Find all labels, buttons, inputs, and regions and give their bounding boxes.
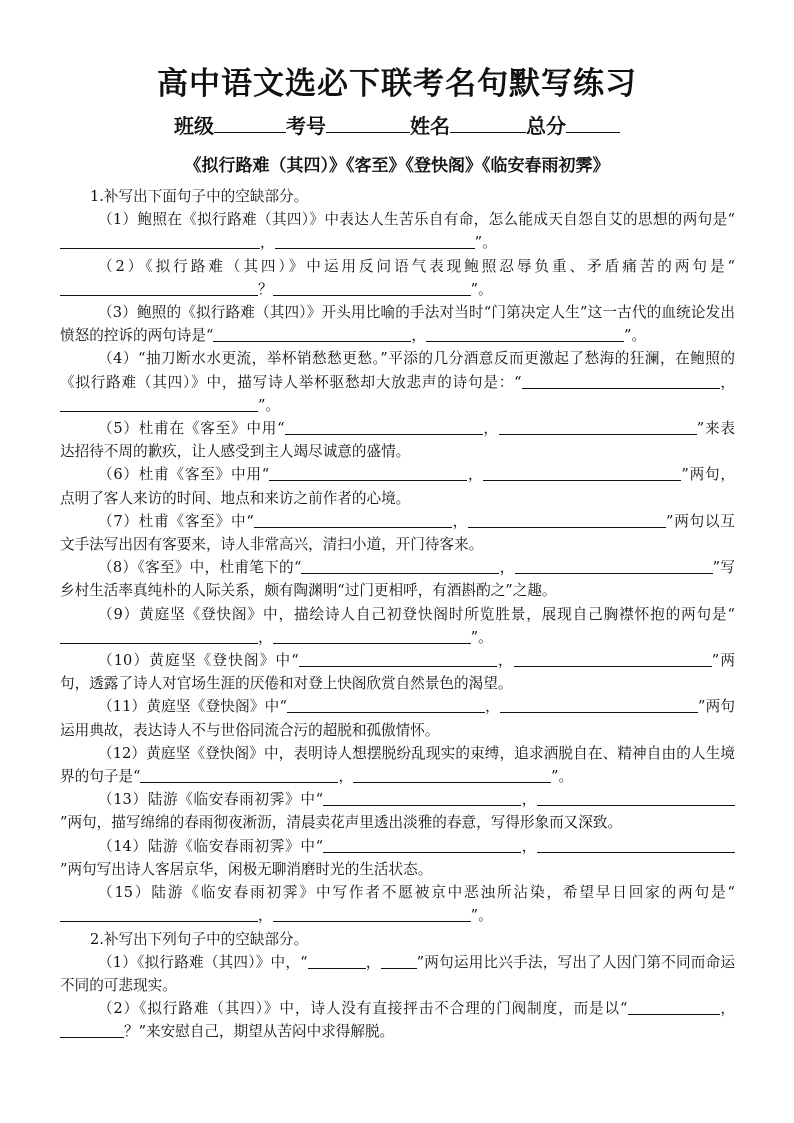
answer-blank[interactable] (381, 953, 417, 969)
answer-blank[interactable] (299, 651, 497, 667)
answer-blank[interactable] (273, 906, 471, 922)
answer-blank[interactable] (273, 628, 471, 644)
question-1-3: （3）鲍照的《拟行路难（其四）》开头用比喻的手法对当时“门第决定人生”这一古代的血统论发出愤怒的控诉的两句诗是“ ， ”。 (60, 304, 735, 345)
section-1-heading: 1.补写出下面句子中的空缺部分。 (90, 188, 309, 205)
answer-blank[interactable] (60, 628, 258, 644)
answer-blank[interactable] (522, 373, 720, 389)
answer-blank[interactable] (60, 280, 258, 296)
question-1-9: （9）黄庭坚《登快阁》中，描绘诗人自己初登快阁时所览胜景，展现自己胸襟怀抱的两句是“， ”。 (60, 603, 735, 649)
answer-blank[interactable] (323, 790, 521, 806)
question-1-14: （14）陆游《临安春雨初霁》中“ ，”两句写出诗人客居京华，闲极无聊消磨时光的生活状态。 (60, 835, 735, 881)
answer-blank[interactable] (500, 697, 698, 713)
score-blank[interactable] (566, 114, 620, 133)
score-label: 总分 (526, 114, 566, 138)
poem-titles: 《拟行路难（其四）》《客至》《登快阁》《临安春雨初霁》 (184, 156, 610, 176)
answer-blank[interactable] (273, 280, 471, 296)
question-1-4: （4）“抽刀断水水更流，举杯销愁愁更愁。”平添的几分酒意反而更激起了愁海的狂澜，在鲍照的《拟行路难（其四）》中，描写诗人举杯驱愁却大放悲声的诗句是：“ ，”。 (60, 350, 735, 414)
answer-blank[interactable] (514, 651, 712, 667)
answer-blank[interactable] (60, 396, 258, 412)
question-1-5: （5）杜甫在《客至》中用“ ， ”来表达招待不周的歉疚，让人感受到主人竭尽诚意的盛情。 (60, 420, 735, 461)
answer-blank[interactable] (468, 512, 666, 528)
answer-blank[interactable] (287, 697, 485, 713)
question-1-13: （13）陆游《临安春雨初霁》中“ ，”两句，描写绵绵的春雨彻夜淅沥，清晨卖花声里透出淡雅的春意，写得形象而又深致。 (60, 788, 735, 834)
answer-blank[interactable] (353, 767, 551, 783)
question-1-1: （1）鲍照在《拟行路难（其四）》中表达人生苦乐自有命，怎么能成天自怨自艾的思想的两句是“， ”。 (60, 208, 735, 254)
answer-blank[interactable] (140, 767, 338, 783)
question-1-11: （11）黄庭坚《登快阁》中“ ， ”两句运用典故，表达诗人不与世俗同流合污的超脱和孤傲情怀。 (60, 698, 735, 739)
answer-blank[interactable] (628, 999, 720, 1015)
question-1-10: （10）黄庭坚《登快阁》中“ ， ”两句，透露了诗人对官场生涯的厌倦和对登上快阁欣赏自然景色的渴望。 (60, 652, 735, 693)
student-info-row (0, 110, 794, 139)
class-blank[interactable] (214, 114, 286, 133)
name-blank[interactable] (450, 114, 526, 133)
question-1-6: （6）杜甫《客至》中用“ ， ”两句，点明了客人来访的时间、地点和来访之前作者的心境。 (60, 466, 735, 507)
exam-no-label: 考号 (286, 114, 326, 138)
answer-blank[interactable] (308, 953, 366, 969)
name-label: 姓名 (410, 114, 450, 138)
answer-blank[interactable] (60, 1022, 124, 1038)
answer-blank[interactable] (60, 906, 258, 922)
answer-blank[interactable] (285, 419, 483, 435)
class-label: 班级 (174, 114, 214, 138)
answer-blank[interactable] (60, 233, 260, 249)
question-1-8: （8）《客至》中，杜甫笔下的“ ， ”写乡村生活率真纯朴的人际关系，颇有陶渊明“过门更相呼，有酒斟酌之”之趣。 (60, 559, 735, 600)
question-2-2: （2）《拟行路难（其四）》中，诗人没有直接抨击不合理的门阀制度，而是以“ ，？”来安慰自己，期望从苦闷中求得解脱。 (60, 997, 735, 1043)
answer-blank[interactable] (275, 233, 475, 249)
answer-blank[interactable] (483, 465, 681, 481)
answer-blank[interactable] (213, 326, 411, 342)
exam-no-blank[interactable] (326, 114, 410, 133)
question-1-7: （7）杜甫《客至》中“ ， ”两句以互文手法写出因有客要来，诗人非常高兴，清扫小道，开门待客来。 (60, 512, 735, 554)
question-2-1: （1）《拟行路难（其四）》中，“ ， ”两句运用比兴手法，写出了人因门第不同而命运不同的可悲现实。 (60, 953, 735, 994)
answer-blank[interactable] (323, 837, 521, 853)
section-2-heading: 2.补写出下列句子中的空缺部分。 (90, 930, 309, 948)
answer-blank[interactable] (254, 512, 452, 528)
answer-blank[interactable] (269, 465, 467, 481)
question-1-12: （12）黄庭坚《登快阁》中，表明诗人想摆脱纷乱现实的束缚，追求洒脱自在、精神自由的人生境界的句子是“ ， ”。 (60, 744, 735, 786)
question-1-2: （2）《拟行路难（其四）》中运用反问语气表现鲍照忍辱负重、矛盾痛苦的两句是“？ ”。 (60, 255, 735, 301)
answer-blank[interactable] (515, 558, 713, 574)
answer-blank[interactable] (301, 558, 499, 574)
answer-blank[interactable] (537, 790, 735, 806)
exercise-body (60, 185, 735, 1044)
page-title: 高中语文选必下联考名句默写练习 (157, 66, 637, 102)
question-1-15: （15）陆游《临安春雨初霁》中写作者不愿被京中恶浊所沾染，希望早日回家的两句是“， ”。 (60, 881, 735, 927)
answer-blank[interactable] (537, 837, 735, 853)
answer-blank[interactable] (426, 326, 624, 342)
answer-blank[interactable] (499, 419, 697, 435)
